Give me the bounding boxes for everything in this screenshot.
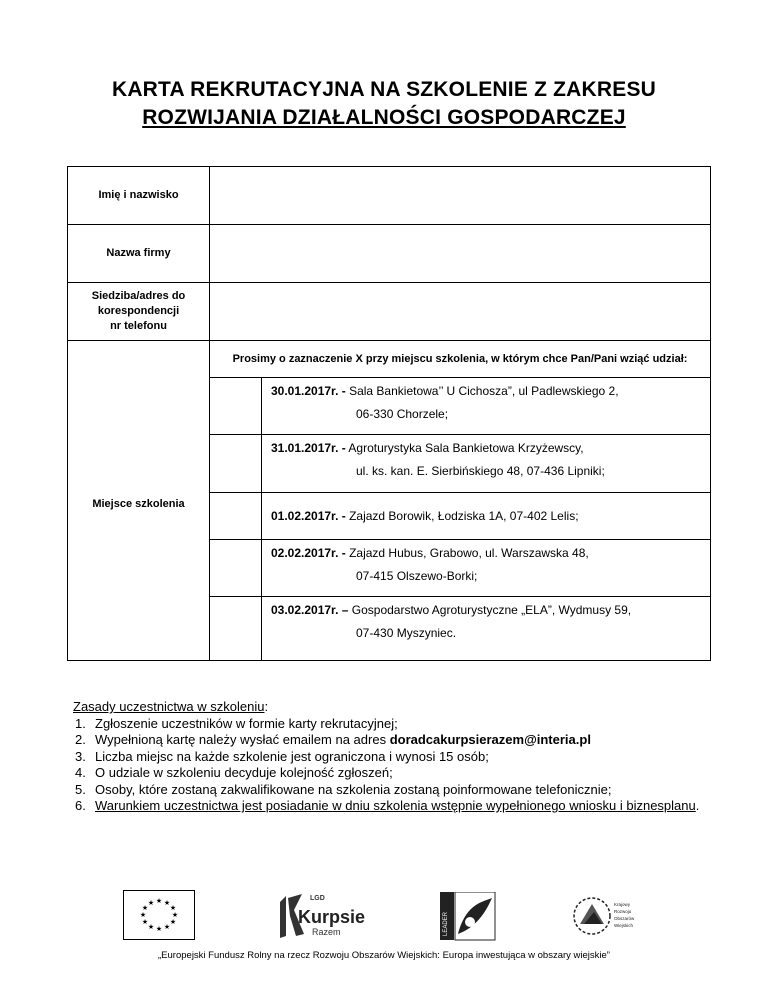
name-field[interactable] <box>210 167 711 225</box>
svg-text:LGD: LGD <box>310 895 325 902</box>
option-checkbox-2[interactable] <box>210 435 262 493</box>
option-3 <box>262 493 711 540</box>
rule-item: 6. Warunkiem uczestnictwa jest posiadanie w dniu szkolenia wstępnie wypełnionego wniosku i biznesplanu. <box>75 798 700 813</box>
option-line2: 06-330 Chorzele; <box>356 407 449 421</box>
option-checkbox-5[interactable] <box>210 597 262 661</box>
option-line2: ul. ks. kan. E. Sierbińskiego 48, 07-436 Lipniki; <box>356 464 605 478</box>
svg-text:★: ★ <box>147 923 155 931</box>
place-instruction: Prosimy o zaznaczenie X przy miejscu szkolenia, w którym chce Pan/Pani wziąć udział: <box>210 341 711 378</box>
option-4 <box>262 540 711 597</box>
lgd-kurpsie-razem-logo <box>268 888 368 944</box>
option-checkbox-4[interactable] <box>210 540 262 597</box>
name-label: Imię i nazwisko <box>68 167 210 225</box>
option-2 <box>262 435 711 493</box>
option-line1: Zajazd Borowik, Łodziska 1A, 07-402 Lelis; <box>345 509 579 523</box>
option-line1: Zajazd Hubus, Grabowo, ul. Warszawska 48, <box>345 546 589 560</box>
option-date: 30.01.2017r. - <box>271 384 346 398</box>
rule-item: 1. Zgłoszenie uczestników w formie karty rekrutacyjnej; <box>75 715 398 731</box>
company-field[interactable] <box>210 225 711 283</box>
address-label-line: korespondencji <box>97 305 180 317</box>
svg-text:★: ★ <box>163 899 171 907</box>
address-label-line: Siedziba/adres do <box>91 290 186 302</box>
rules-list <box>73 716 699 815</box>
option-line1: Gospodarstwo Agroturystyczne „ELA”, Wydmusy 59, <box>348 603 632 617</box>
svg-text:Krajowy: Krajowy <box>614 902 631 907</box>
rules-heading: Zasady uczestnictwa w szkoleniu <box>73 699 265 714</box>
document-title-line2: ROZWIJANIA DZIAŁALNOŚCI GOSPODARCZEJ <box>142 106 626 129</box>
participation-rules <box>73 699 699 815</box>
option-line2: 07-415 Olszewo-Borki; <box>356 569 478 583</box>
krajowa-siec-obszarow-wiejskich-logo <box>572 890 648 942</box>
svg-text:★: ★ <box>141 904 149 912</box>
option-line1: Sala Bankietowa’’ U Cichosza”, ul Padlewskiego 2, <box>345 384 619 398</box>
contact-email-link[interactable]: doradcakurpsierazem@interia.pl <box>389 732 591 747</box>
svg-text:★: ★ <box>169 904 177 912</box>
leader-logo <box>440 892 496 942</box>
option-date: 31.01.2017r. - <box>271 441 346 455</box>
option-line2: 07-430 Myszyniec. <box>356 626 457 640</box>
svg-text:Wiejskich: Wiejskich <box>614 923 634 928</box>
logos-strip <box>0 888 768 948</box>
option-5 <box>262 597 711 661</box>
option-1 <box>262 378 711 435</box>
svg-text:★: ★ <box>141 918 149 926</box>
option-date: 01.02.2017r. - <box>271 509 346 523</box>
recruitment-form-table <box>67 166 711 661</box>
option-checkbox-1[interactable] <box>210 378 262 435</box>
svg-text:Razem: Razem <box>312 927 341 937</box>
eu-flag-icon <box>123 890 195 940</box>
option-date: 02.02.2017r. - <box>271 546 346 560</box>
document-title-line1: KARTA REKRUTACYJNA NA SZKOLENIE Z ZAKRESU <box>111 78 657 101</box>
svg-text:LEADER: LEADER <box>443 911 449 936</box>
svg-text:★: ★ <box>155 925 163 933</box>
rule-item: 3. Liczba miejsc na każde szkolenie jest ograniczona i wynosi 15 osób; <box>75 748 489 764</box>
option-checkbox-3[interactable] <box>210 493 262 540</box>
svg-text:★: ★ <box>139 911 147 919</box>
rule-item: 5. Osoby, które zostaną zakwalifikowane na szkolenia zostaną poinformowane telefonicznie; <box>75 781 612 797</box>
address-label <box>68 283 210 341</box>
svg-text:★: ★ <box>155 897 163 905</box>
svg-text:★: ★ <box>147 899 155 907</box>
rules-heading-colon: : <box>264 699 269 714</box>
footer-caption: „Europejski Fundusz Rolny na rzecz Rozwoju Obszarów Wiejskich: Europa inwestująca w obszary wiejskie” <box>158 950 610 961</box>
option-date: 03.02.2017r. – <box>271 603 349 617</box>
svg-text:Kurpsie: Kurpsie <box>298 907 366 927</box>
address-field[interactable] <box>210 283 711 341</box>
svg-text:Obszarów: Obszarów <box>614 916 635 921</box>
rule-item: 2. Wypełnioną kartę należy wysłać emailem na adres doradcakurpsierazem@interia.pl <box>75 732 591 747</box>
svg-text:Rozwoju: Rozwoju <box>614 909 632 914</box>
address-label-line: nr telefonu <box>110 320 167 332</box>
rule-item: 4. O udziale w szkoleniu decyduje kolejność zgłoszeń; <box>75 765 393 780</box>
svg-text:★: ★ <box>171 911 179 919</box>
svg-text:★: ★ <box>163 923 171 931</box>
place-label: Miejsce szkolenia <box>68 341 210 661</box>
company-label: Nazwa firmy <box>68 225 210 283</box>
option-line1: Agroturystyka Sala Bankietowa Krzyżewscy, <box>345 441 584 455</box>
svg-text:★: ★ <box>169 918 177 926</box>
